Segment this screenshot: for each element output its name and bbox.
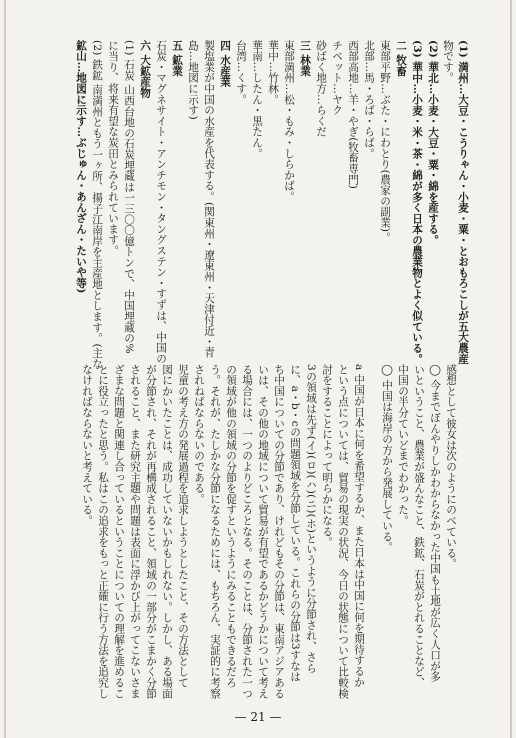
right-col-12: 東部満州…松・もみ・しらかば。 [283, 40, 295, 202]
left-col-13: いは、その他の地域について貿易が有望であるかどうかについて考え [257, 364, 269, 699]
left-col-15: の領域が他の領域の分節を促すというようにみることもできるだろ [225, 364, 237, 688]
left-col-16: う。それが、たしかな分節になるためには、もちろん、実証的に考察 [209, 364, 221, 699]
left-col-8: という点については、貿易の現実の状況、今日の状態について比較検 [337, 364, 349, 699]
left-col-24: なければならないと考えている。 [81, 364, 93, 526]
right-col-18: 島…地図に示す) [187, 40, 199, 120]
left-col-3: いということ、農業が盛んなこと、鉄鉱、石炭がとれることなど、 [413, 364, 425, 688]
page-edge-left [4, 0, 6, 738]
right-col-24: (2) 鉄鉱 南満州ともう一ヶ所、揚子江南岸を主産地とします。(主な [91, 40, 103, 370]
right-col-11: 三 林業 [299, 40, 311, 77]
left-col-14: る場合には、一つのよりどころとなる。そのことは、分節された一つ [241, 364, 253, 699]
left-col-18: 児童の考え方の発展過程を追求しようとしたこと、その方法として [177, 364, 189, 688]
left-col-9: 討をすることによって明らかになる。 [321, 364, 333, 548]
right-col-2: 物です。 [442, 40, 454, 84]
right-col-20: 石炭・マグネサイト・アンチモン・タングステン・すずは、中国の [155, 40, 167, 364]
left-col-17: されねばならないのである。 [193, 364, 205, 505]
left-col-22: ざまな問題と関連し合っているということについての理解を進めるこ [113, 364, 125, 699]
right-col-22: (1) 石炭 山西台地の石炭埋蔵は一三〇〇億トンで、中国埋蔵の% [123, 40, 135, 354]
right-col-21: 六 大鉱産物 [139, 40, 151, 98]
left-col-19: 図にかいたことは、成功していないかもしれない。しかし、ある場面 [161, 364, 173, 699]
left-col-5: ◯ 中国は海岸の方から発展している。 [381, 364, 393, 553]
left-col-23: とに役立ったと思う。私はこの追求をもっと正確に行う方法を追究し [97, 364, 109, 699]
left-col-10: 3の領域は先ず(イ)(ロ)(ハ)(ニ)(ホ)というように分節され、さら [305, 364, 317, 674]
right-col-6: 東部平野…ぶた・にわとり(農家の副業)。 [379, 40, 391, 244]
right-col-25: 鉱山…地図に示す…ぶじゅん・あんざん・たいや等) [75, 40, 87, 294]
page-edge-right [510, 0, 512, 738]
left-col-21: されること、また研究主題や問題は表面に浮かび上がってこないさま [129, 364, 141, 699]
page-number: — 21 — [234, 710, 282, 724]
right-col-19: 五 鉱業 [171, 40, 183, 77]
right-col-8: 西部高地…羊・やぎ(牧畜専門) [347, 40, 359, 190]
right-col-9: チベット…ヤク [331, 40, 343, 116]
right-col-17: 製塩業が中国の水産を代表する。(関東州・遼東州・天津付近・青 [203, 40, 215, 358]
right-col-4: (3) 華中…小麦・米・茶・綿が多く日本の農業物とよく似ている。 [411, 40, 423, 365]
right-col-1: (1) 満州…大豆・こうりゃん・小麦・粟・とおもろこしが五大農産 [457, 40, 469, 365]
left-col-12: ち中国についての分節であり、けれどもその分節は、東南アジアある [273, 364, 285, 699]
left-col-2: ◯ 今までぼんやりしかわからなかった中国も土地が広く人口が多 [429, 364, 441, 683]
right-col-13: 華中…竹林。 [267, 40, 279, 105]
right-col-10: 砂ばく地方…らくだ [315, 40, 327, 138]
left-col-11: に、a・b・cの問題領域を分節している。これらの分節は3すなは [289, 364, 301, 683]
left-col-7: a 中国が日本に何を希望するか、また日本は中国に何を期待するか [353, 364, 365, 688]
right-col-14: 華南…したん・黒たん。 [251, 40, 263, 159]
left-col-20: が分節され、それが再構成されること、領域の一部分がこまかく分節 [145, 364, 157, 699]
left-col-4: 中国の半分ていどまでわかった。 [397, 364, 409, 526]
right-col-3: (2) 華北…小麦・大豆・粟・綿を産する。 [427, 40, 439, 246]
right-col-23: に当り、将来有望な炭田とみられています。 [107, 40, 119, 256]
right-col-15: 台湾…くす。 [235, 40, 247, 105]
right-col-16: 四 水産業 [219, 40, 231, 88]
right-col-7: 北部…馬・ろば・らば。 [363, 40, 375, 159]
right-col-5: 二 牧畜 [395, 40, 407, 77]
left-col-1v: 感想として彼女は次のようにのべている。 [445, 364, 457, 570]
